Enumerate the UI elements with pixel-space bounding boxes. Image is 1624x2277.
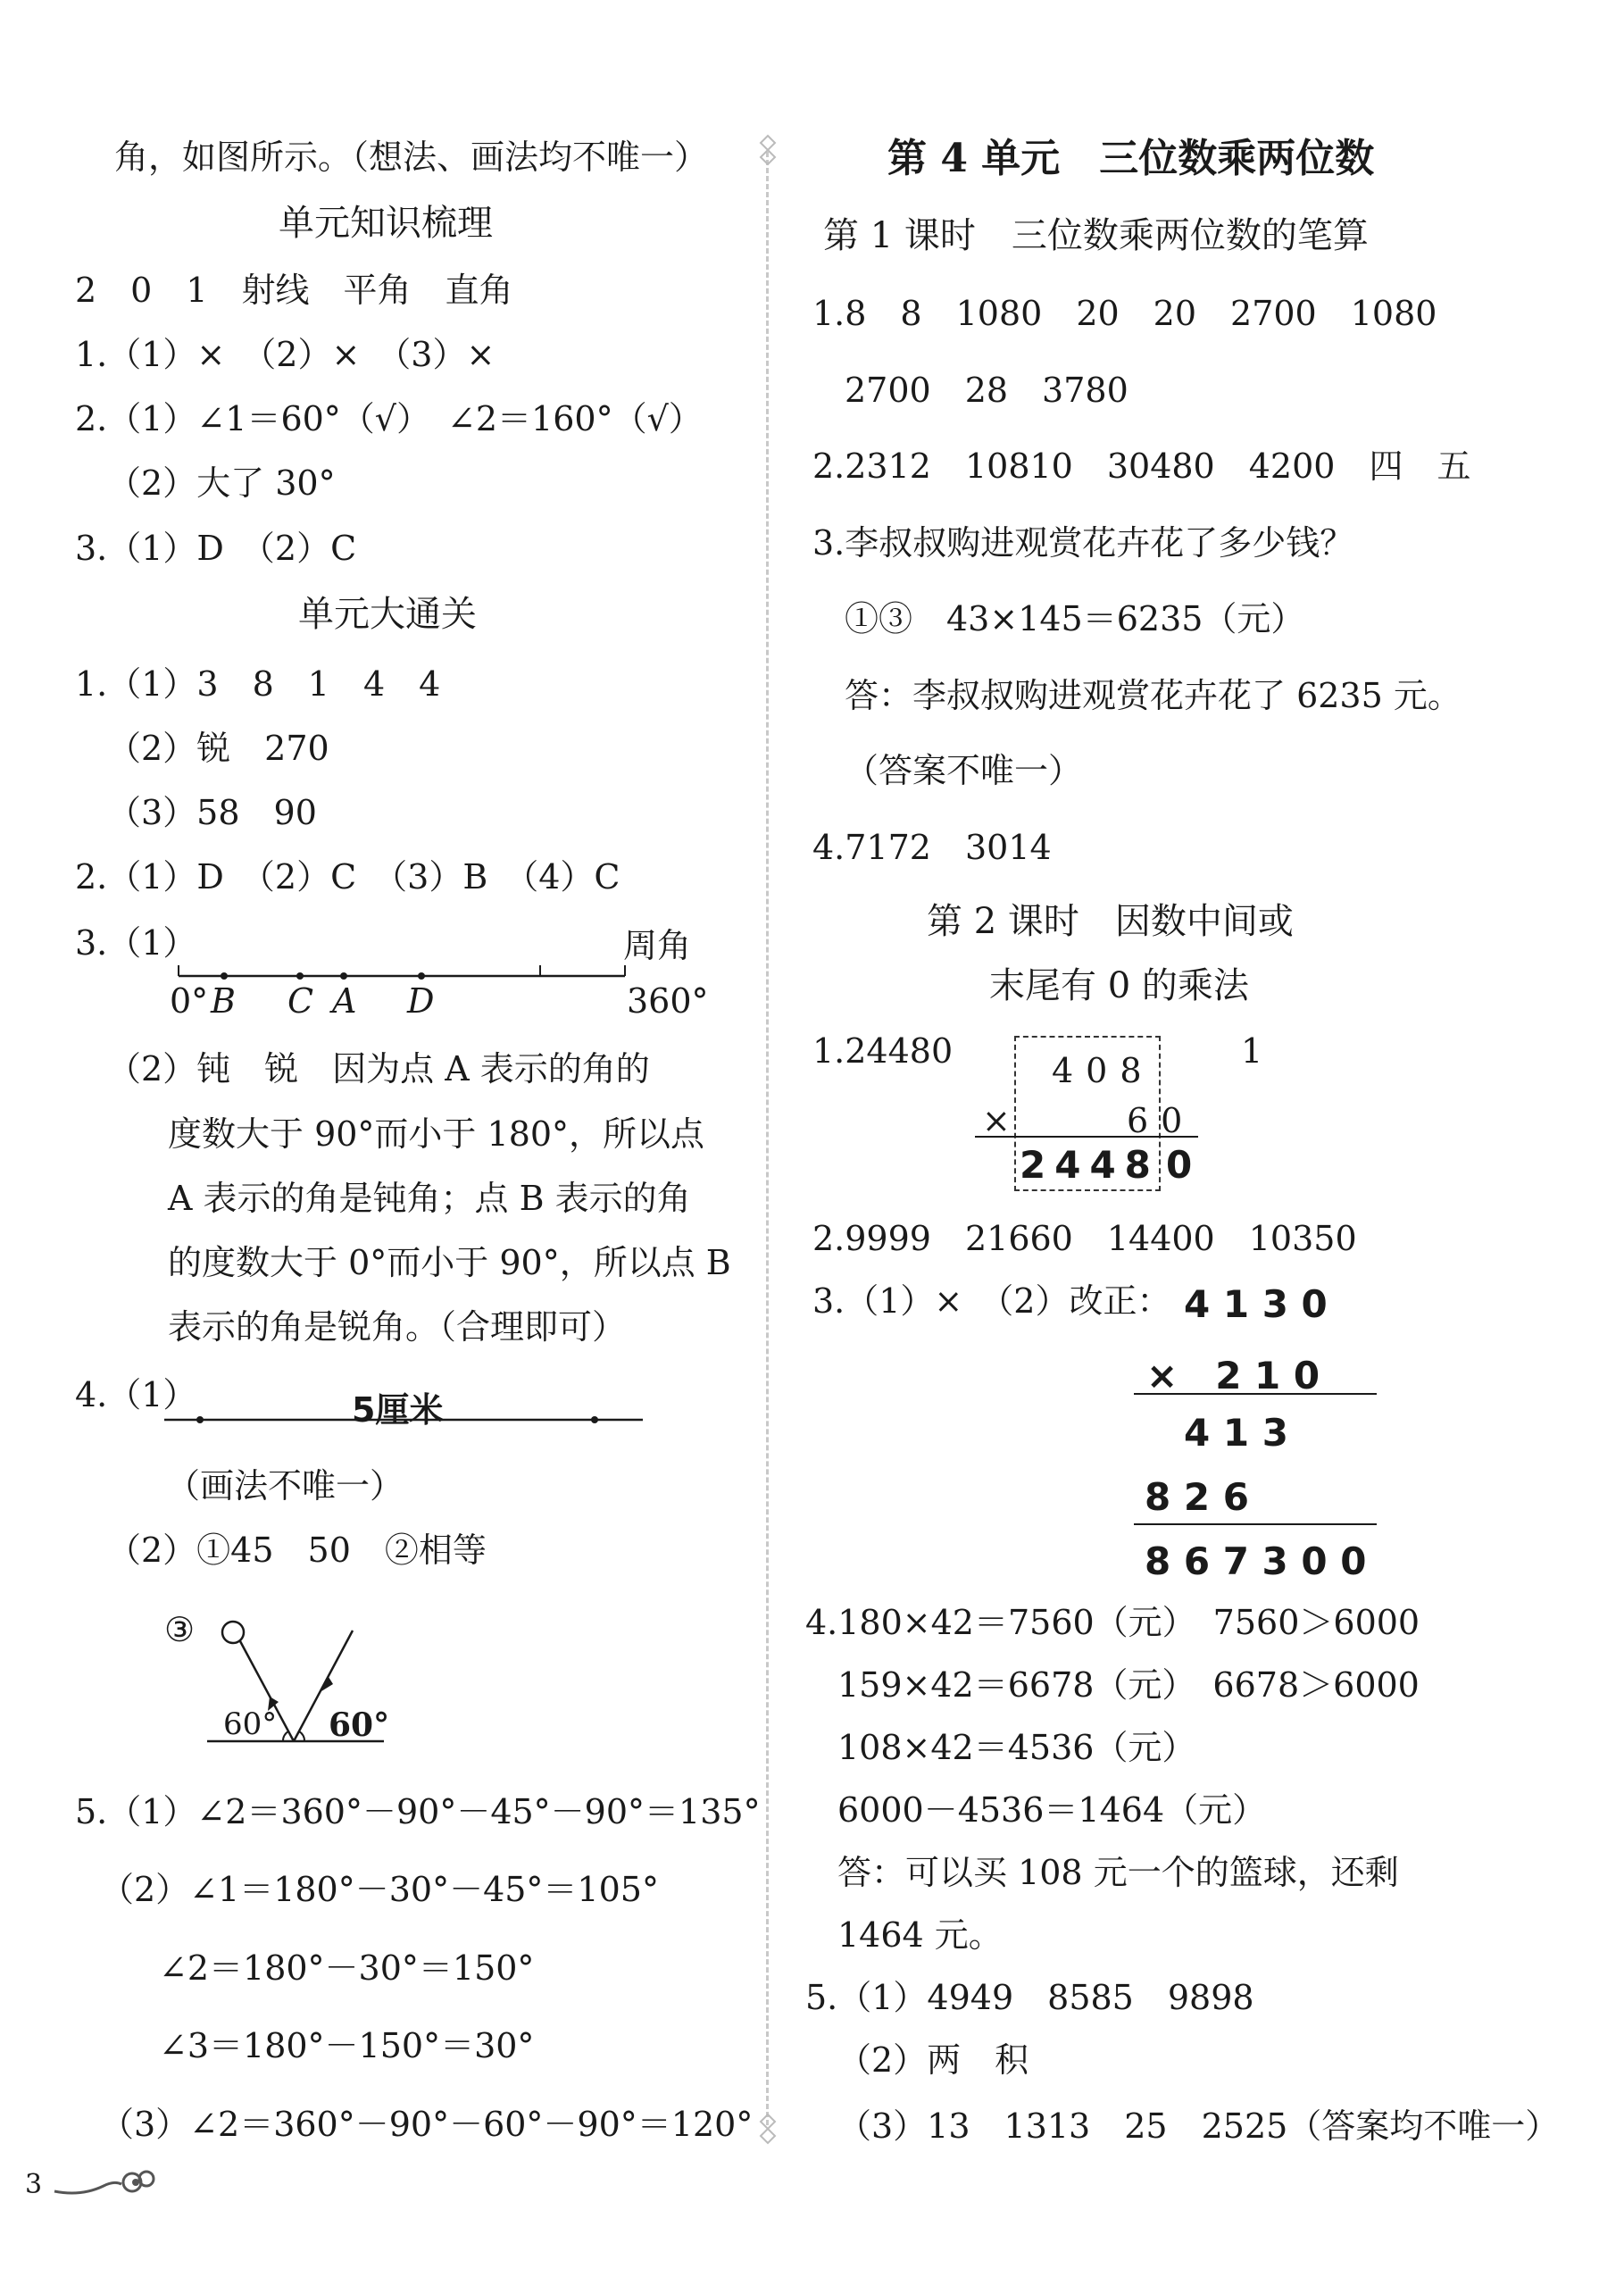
s1-q2a: 2.（1）∠1＝60°（√） ∠2＝160°（√） <box>75 399 703 438</box>
s2-q5a: 5.（1）∠2＝360°－90°－45°－90°＝135° <box>75 1792 761 1831</box>
divider-ornament-bottom-icon <box>757 2113 779 2145</box>
l2-q1: 1.24480 <box>812 1031 954 1071</box>
s1-q2b: （2）大了 30° <box>107 463 336 503</box>
l2-q4d: 6000－4536＝1464（元） <box>837 1790 1267 1830</box>
l2-q4b: 159×42＝6678（元） 6678＞6000 <box>837 1665 1420 1705</box>
l2-q4e: 答：可以买 108 元一个的篮球，还剩 <box>837 1853 1399 1892</box>
numline-end: 360° <box>627 981 709 1021</box>
lesson2-title-b: 末尾有 0 的乘法 <box>989 965 1249 1006</box>
column-divider <box>766 152 769 2125</box>
s1-q1: 1.（1）× （2）× （3）× <box>75 335 496 374</box>
mult2-line4: 8 2 6 <box>1145 1475 1249 1519</box>
lesson1-title: 第 1 课时 三位数乘两位数的笔算 <box>823 215 1369 256</box>
mult1-bottom: 60 <box>1127 1101 1195 1140</box>
numline-title: 周角 <box>623 926 692 965</box>
s2-q5d: ∠3＝180°－150°＝30° <box>159 2026 535 2065</box>
s2-q4-label: 4.（1） <box>75 1375 197 1414</box>
s2-q5c: ∠2＝180°－30°＝150° <box>159 1948 535 1988</box>
l2-q5c: （3）13 1313 25 2525（答案均不唯一） <box>837 2106 1560 2146</box>
s2-q5b: （2）∠1＝180°－30°－45°＝105° <box>100 1870 659 1909</box>
s2-q1b: （2）锐 270 <box>107 729 329 768</box>
s2-q3b-line2: 度数大于 90°而小于 180°，所以点 <box>168 1114 705 1154</box>
l1-q3d: （答案不唯一） <box>845 751 1083 790</box>
l1-q1b: 2700 28 3780 <box>845 371 1128 410</box>
numline-point-b: B <box>211 981 236 1021</box>
s2-q4b: （2）①45 50 ②相等 <box>107 1531 487 1570</box>
segment-length-label: 5厘米 <box>352 1390 444 1430</box>
page-number: 3 <box>25 2169 43 2200</box>
s2-q3b-line3: A 表示的角是钝角；点 B 表示的角 <box>168 1179 691 1218</box>
numline-point-d: D <box>407 981 435 1021</box>
l2-q2: 2.9999 21660 14400 10350 <box>812 1219 1357 1258</box>
s2-q4c-label: ③ <box>164 1610 196 1649</box>
l1-q3c: 答：李叔叔购进观赏花卉花了 6235 元。 <box>845 676 1462 715</box>
divider-ornament-top-icon <box>757 134 779 166</box>
mult2-line5: 8 6 7 3 0 0 <box>1145 1539 1367 1583</box>
s2-q3b-line5: 表示的角是锐角。（合理即可） <box>168 1307 627 1347</box>
mult1-result-zero: 0 <box>1166 1143 1193 1187</box>
mult1-times: × <box>982 1101 1011 1140</box>
mult1-top: 408 <box>1052 1051 1154 1090</box>
mult2-rule-1 <box>1134 1393 1377 1395</box>
cloud-ornament-icon <box>50 2164 166 2200</box>
s1-line0: 2 0 1 射线 平角 直角 <box>75 271 513 310</box>
l2-q5a: 5.（1）4949 8585 9898 <box>805 1978 1254 2017</box>
l1-q1a: 1.8 8 1080 20 20 2700 1080 <box>812 294 1437 333</box>
s2-q3b-line4: 的度数大于 0°而小于 90°，所以点 B <box>168 1243 731 1282</box>
s2-q5e: （3）∠2＝360°－90°－60°－90°＝120° <box>100 2105 754 2144</box>
mult2-line1: 4 1 3 0 <box>1184 1282 1328 1326</box>
angle-label-right: 60° <box>329 1706 390 1744</box>
mult1-result-main: 2448 <box>1020 1143 1160 1187</box>
numline-point-c: C <box>287 981 314 1021</box>
s2-q3b-line1: （2）钝 锐 因为点 A 表示的角的 <box>107 1049 650 1088</box>
l1-q2: 2.2312 10810 30480 4200 四 五 <box>812 446 1471 486</box>
mult2-line3: 4 1 3 <box>1184 1411 1288 1455</box>
intro-text: 角，如图所示。（想法、画法均不唯一） <box>114 138 709 177</box>
l2-q3: 3.（1）× （2）改正： <box>812 1281 1171 1321</box>
numline-point-a: A <box>332 981 357 1021</box>
l1-q4: 4.7172 3014 <box>812 828 1052 867</box>
s2-q2: 2.（1）D （2）C （3）B （4）C <box>75 857 620 897</box>
mult2-line2: × 2 1 0 <box>1146 1354 1320 1397</box>
numline-zero: 0° <box>170 981 209 1021</box>
s2-q3-label: 3.（1） <box>75 923 197 963</box>
l2-q1-extra: 1 <box>1241 1031 1263 1071</box>
mult1-rule <box>975 1136 1198 1138</box>
l2-q4a: 4.180×42＝7560（元） 7560＞6000 <box>805 1603 1420 1642</box>
unit-title: 第 4 单元 三位数乘两位数 <box>887 136 1375 181</box>
section-title-pass: 单元大通关 <box>298 594 477 635</box>
s2-q1c: （3）58 90 <box>107 793 317 832</box>
l2-q5b: （2）两 积 <box>837 2040 1029 2080</box>
s2-q1a: 1.（1）3 8 1 4 4 <box>75 664 441 704</box>
section-title-knowledge: 单元知识梳理 <box>279 203 493 244</box>
l1-q3b: ①③ 43×145＝6235（元） <box>845 599 1305 638</box>
l1-q3a: 3.李叔叔购进观赏花卉花了多少钱？ <box>812 523 1354 563</box>
l2-q4f: 1464 元。 <box>837 1915 1003 1955</box>
lesson2-title-a: 第 2 课时 因数中间或 <box>927 901 1294 942</box>
mult2-rule-2 <box>1134 1523 1377 1525</box>
l2-q4c: 108×42＝4536（元） <box>837 1728 1196 1767</box>
angle-label-left: 60° <box>223 1706 278 1742</box>
s2-q4-note: （画法不唯一） <box>166 1466 404 1505</box>
s1-q3: 3.（1）D （2）C <box>75 529 357 568</box>
